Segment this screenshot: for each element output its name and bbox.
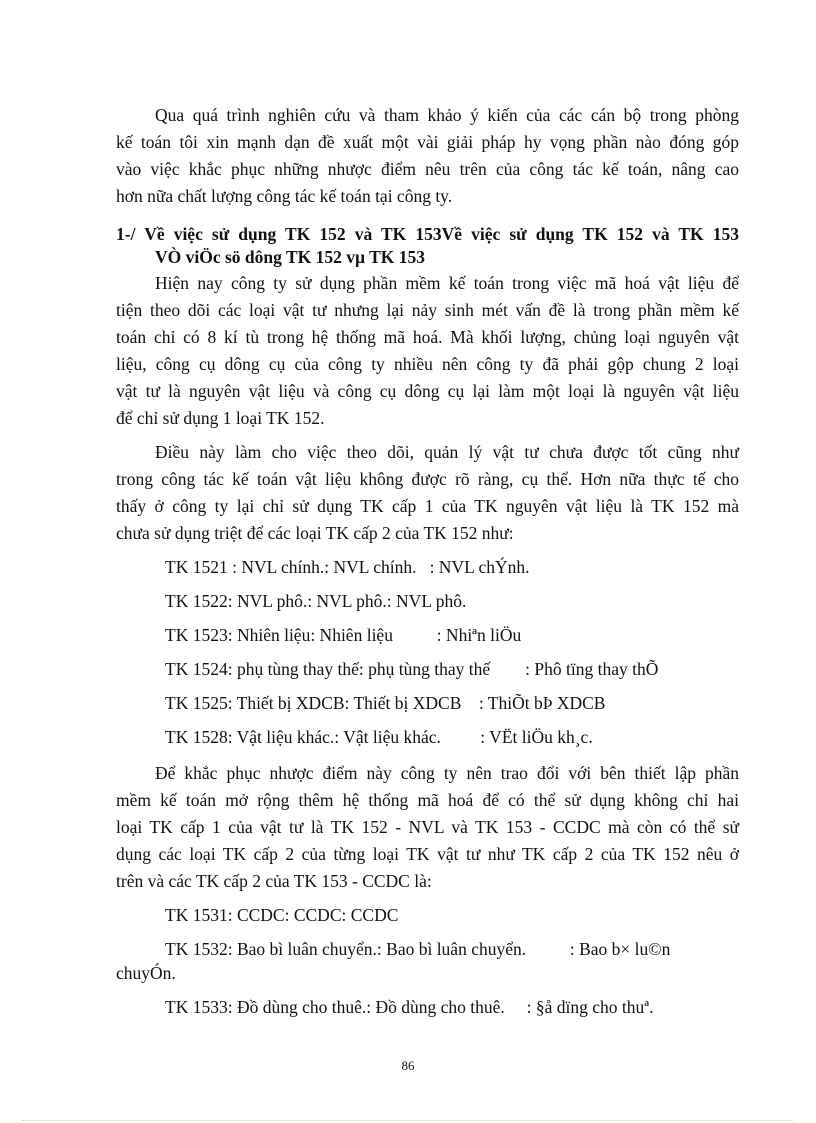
- para1-line-5: vật tư là nguyên vật liệu và công cụ dông cụ lại làm một loại là nguyên vật liệu: [116, 381, 739, 401]
- bottom-divider: [22, 1120, 794, 1121]
- para1-line-3: toán chỉ có 8 kí tù trong hệ thống mã hoá. Mà khối lượng, chủng loại nguyên vật: [116, 327, 739, 347]
- para3-line-5: trên và các TK cấp 2 của TK 153 - CCDC là:: [116, 871, 432, 891]
- tk152-item: TK 1523: Nhiên liệu: Nhiên liệu : Nhiªn liÖu: [165, 625, 522, 645]
- para1-line-2: tiện theo dõi các loại vật tư nhưng lại nảy sinh mét vấn đề là trong phần mềm kế: [116, 300, 739, 320]
- para3-line-3: loại TK cấp 1 của vật tư là TK 152 - NVL và TK 153 - CCDC mà còn có thể sử: [116, 817, 739, 837]
- page-number: 86: [401, 1058, 415, 1073]
- para1-line-1: Hiện nay công ty sử dụng phần mềm kế toán trong việc mã hoá vật liệu để: [155, 273, 739, 293]
- para2-line-4: chưa sử dụng triệt để các loại TK cấp 2 của TK 152 như:: [116, 523, 514, 543]
- tk153-item: TK 1532: Bao bì luân chuyển.: Bao bì luân chuyển. : Bao b× lu©n: [165, 939, 671, 959]
- intro-line-4: hơn nữa chất lượng công tác kế toán tại công ty.: [116, 186, 453, 206]
- para3-line-4: dụng các loại TK cấp 2 của từng loại TK vật tư như TK cấp 2 của TK 152 nêu ở: [116, 844, 739, 864]
- intro-line-1: Qua quá trình nghiên cứu và tham khảo ý kiến của các cán bộ trong phòng: [155, 105, 739, 125]
- tk152-item: TK 1528: Vật liệu khác.: Vật liệu khác. : VËt liÖu kh¸c.: [165, 727, 593, 747]
- para2-line-1: Điều này làm cho việc theo dõi, quản lý vật tư chưa được tốt cũng như: [155, 442, 739, 462]
- para1-line-4: liệu, công cụ dông cụ của công ty nhiều nên công ty đã phải gộp chung 2 loại: [116, 354, 739, 374]
- tk152-item: TK 1521 : NVL chính.: NVL chính. : NVL chÝnh.: [165, 557, 530, 577]
- tk153-item-continuation: chuyÓn.: [116, 963, 176, 983]
- section-heading-line-1: 1-/ Về việc sử dụng TK 152 và TK 153Về việc sử dụng TK 152 và TK 153: [116, 224, 739, 244]
- para3-line-1: Để khắc phục nhược điểm này công ty nên trao đổi với bên thiết lập phần: [155, 763, 739, 783]
- intro-line-3: vào việc khắc phục những nhược điểm nêu trên của công tác kế toán, nâng cao: [116, 159, 739, 179]
- tk152-item: TK 1524: phụ tùng thay thế: phụ tùng thay thế : Phô tïng thay thÕ: [165, 659, 659, 679]
- tk153-item: TK 1533: Đồ dùng cho thuê.: Đồ dùng cho thuê. : §å dïng cho thuª.: [165, 997, 654, 1017]
- tk152-item: TK 1522: NVL phô.: NVL phô.: NVL phô.: [165, 591, 467, 611]
- section-heading-line-2: VÒ viÖc sö dông TK 152 vµ TK 153: [155, 247, 426, 267]
- tk152-item: TK 1525: Thiết bị XDCB: Thiết bị XDCB : ThiÕt bÞ XDCB: [165, 693, 606, 713]
- intro-line-2: kế toán tôi xin mạnh dạn đề xuất một vài giải pháp hy vọng phần nào đóng góp: [116, 132, 739, 152]
- para1-line-6: để chỉ sử dụng 1 loại TK 152.: [116, 408, 325, 428]
- para3-line-2: mềm kế toán mở rộng thêm hệ thống mã hoá để có thể sử dụng không chỉ hai: [116, 790, 739, 810]
- tk153-item: TK 1531: CCDC: CCDC: CCDC: [165, 905, 399, 925]
- para2-line-2: trong công tác kế toán vật liệu không được rõ ràng, cụ thể. Hơn nữa thực tế cho: [116, 469, 739, 489]
- para2-line-3: thấy ở công ty lại chỉ sử dụng TK cấp 1 của TK nguyên vật liệu là TK 152 mà: [116, 496, 739, 516]
